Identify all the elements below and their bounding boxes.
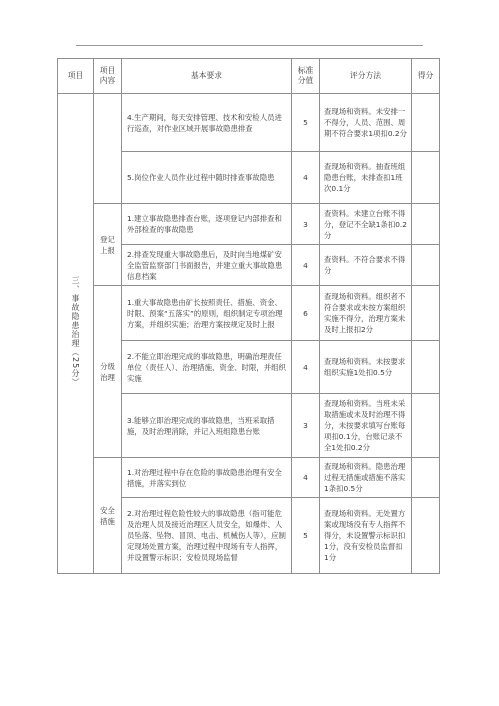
header-method: 评分方法 <box>320 59 412 94</box>
header-content: 项目 内容 <box>94 59 122 94</box>
score-cell <box>412 394 440 458</box>
header-requirement: 基本要求 <box>122 59 292 94</box>
header-item: 项目 <box>58 59 94 94</box>
requirement-cell: 1.建立事故隐患排查台账，逐项登记内部排查和外部检查的事故隐患 <box>122 204 292 245</box>
requirement-cell: 5.岗位作业人员作业过程中随时排查事故隐患 <box>122 152 292 204</box>
header-row <box>58 59 440 94</box>
table-row <box>58 458 440 498</box>
standard-score-cell: 6 <box>292 286 320 341</box>
standard-score-cell: 4 <box>292 245 320 286</box>
requirement-cell: 4.生产期间，每天安排管理、技术和安检人员进行巡查，对作业区域开展事故隐患排查 <box>122 94 292 152</box>
method-cell: 查现场和资料。当班未采取措施或未及时治理不得分，未按要求填写台账每项扣0.1分，台账记录不全1处扣0.2分 <box>320 394 412 458</box>
table-row <box>58 94 440 152</box>
requirement-cell: 1.重大事故隐患由矿长按照责任、措施、资金、时限、预案“五落实”的原则，组织制定专项治理方案，并组织实施；治理方案按规定及时上报 <box>122 286 292 341</box>
standard-score-cell: 5 <box>292 498 320 574</box>
score-cell <box>412 286 440 341</box>
score-cell <box>412 498 440 574</box>
standard-score-cell: 3 <box>292 204 320 245</box>
scoring-table <box>57 58 440 574</box>
requirement-cell: 3.能够立即治理完成的事故隐患，当班采取措施，及时治理消除，并记入班组隐患台账 <box>122 394 292 458</box>
requirement-cell: 2.排查发现重大事故隐患后，及时向当地煤矿安全监管监察部门书面报告，并建立重大事故隐患信息档案 <box>122 245 292 286</box>
category-label: 三、事故隐患治理（25分） <box>71 276 80 388</box>
standard-score-cell: 3 <box>292 394 320 458</box>
score-cell <box>412 204 440 245</box>
sub-cell: 分级 治理 <box>94 286 122 458</box>
method-cell: 查现场和资料。隐患治理过程无措施或措施不落实1条扣0.5分 <box>320 458 412 498</box>
score-cell <box>412 152 440 204</box>
header-standard-score: 标准 分值 <box>292 59 320 94</box>
method-cell: 查现场和资料。抽查班组隐患台账，未排查扣1班次0.1分 <box>320 152 412 204</box>
sub-cell: 登记 上报 <box>94 204 122 286</box>
score-cell <box>412 341 440 394</box>
standard-score-cell: 4 <box>292 152 320 204</box>
sub-cell: 安全 措施 <box>94 458 122 574</box>
requirement-cell: 2.不能立即治理完成的事故隐患，明确治理责任单位（责任人）、治理措施、资金、时限，并组织实施 <box>122 341 292 394</box>
requirement-cell: 1.对治理过程中存在危险的事故隐患治理有安全措施，并落实到位 <box>122 458 292 498</box>
method-cell: 查现场和资料。无处置方案或现场没有专人指挥不得分，未设置警示标识扣1分，没有安检员监督扣1分 <box>320 498 412 574</box>
header-rule <box>76 45 423 46</box>
category-cell <box>58 94 94 574</box>
standard-score-cell: 5 <box>292 94 320 152</box>
header-score: 得分 <box>412 59 440 94</box>
sub-cell <box>94 94 122 204</box>
score-cell <box>412 458 440 498</box>
method-cell: 查现场和资料。组织者不符合要求或未按方案组织实施不得分，治理方案未及时上报扣2分 <box>320 286 412 341</box>
table-row <box>58 204 440 245</box>
method-cell: 查资料。不符合要求不得分 <box>320 245 412 286</box>
method-cell: 查现场和资料。未按要求组织实施1处扣0.5分 <box>320 341 412 394</box>
requirement-cell: 2.对治理过程危险性较大的事故隐患（指可能危及治理人员及接近治理区人员安全，如爆炸、人员坠落、坠物、冒顶、电击、机械伤人等），应制定现场处置方案，治理过程中现场有专人指挥，并设置警示标识；安检员现场监督 <box>122 498 292 574</box>
method-cell: 查资料。未建立台账不得分，登记不全缺1条扣0.2分 <box>320 204 412 245</box>
table-row <box>58 286 440 341</box>
score-cell <box>412 245 440 286</box>
standard-score-cell: 4 <box>292 458 320 498</box>
standard-score-cell: 4 <box>292 341 320 394</box>
method-cell: 查现场和资料。未安排一不得分，人员、范围、周期不符合要求1项扣0.2分 <box>320 94 412 152</box>
score-cell <box>412 94 440 152</box>
